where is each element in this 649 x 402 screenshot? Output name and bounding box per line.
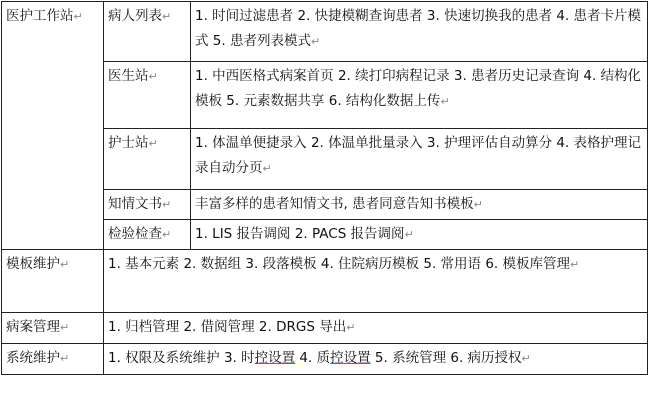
module-label: 病案管理 bbox=[6, 319, 60, 335]
module-label: 医护工作站 bbox=[6, 8, 74, 24]
description-cell bbox=[104, 344, 648, 375]
description-text: 1. 归档管理 2. 借阅管理 2. DRGS 导出 bbox=[108, 319, 347, 335]
table-row bbox=[2, 250, 648, 313]
submodule-cell bbox=[104, 129, 191, 190]
description-cell bbox=[191, 2, 648, 62]
paragraph-mark: ↵ bbox=[570, 258, 580, 271]
table-row bbox=[2, 344, 648, 375]
submodule-cell bbox=[104, 190, 191, 220]
table-row bbox=[2, 2, 648, 62]
description-cell bbox=[104, 313, 648, 344]
submodule-label: 护士站 bbox=[108, 135, 149, 151]
submodule-label: 知情文书 bbox=[108, 196, 162, 212]
paragraph-mark: ↵ bbox=[73, 10, 83, 23]
paragraph-mark: ↵ bbox=[440, 95, 450, 108]
submodule-cell bbox=[104, 2, 191, 62]
submodule-label: 医生站 bbox=[108, 68, 149, 84]
description-cell bbox=[104, 250, 648, 313]
description-text: 丰富多样的患者知情文书, 患者同意告知书模板 bbox=[195, 196, 474, 212]
submodule-cell bbox=[104, 220, 191, 250]
submodule-label: 检验检查 bbox=[108, 226, 162, 242]
description-text: 1. 时间过滤患者 2. 快捷模糊查询患者 3. 快速切换我的患者 4. 患者卡片模式 5. 患者列表模式 bbox=[195, 8, 642, 49]
paragraph-mark: ↵ bbox=[162, 198, 172, 211]
paragraph-mark: ↵ bbox=[521, 352, 531, 365]
paragraph-mark: ↵ bbox=[60, 321, 70, 334]
paragraph-mark: ↵ bbox=[162, 228, 172, 241]
description-text: 1. 中西医格式病案首页 2. 续打印病程记录 3. 患者历史记录查询 4. 结构化模板 5. 元素数据共享 6. 结构化数据上传 bbox=[195, 68, 642, 109]
module-cell bbox=[2, 250, 104, 313]
submodule-label: 病人列表 bbox=[108, 8, 162, 24]
module-cell bbox=[2, 344, 104, 375]
feature-table bbox=[1, 1, 648, 375]
paragraph-mark: ↵ bbox=[262, 162, 272, 175]
description-cell bbox=[191, 190, 648, 220]
paragraph-mark: ↵ bbox=[148, 137, 158, 150]
paragraph-mark: ↵ bbox=[404, 228, 414, 241]
description-text: 4. 质 bbox=[295, 350, 331, 366]
description-text: 5. 系统管理 6. 病历授权 bbox=[370, 350, 522, 366]
description-text: 1. 权限及系统维护 3. 时 bbox=[108, 350, 255, 366]
paragraph-mark: ↵ bbox=[310, 35, 321, 48]
paragraph-mark: ↵ bbox=[162, 10, 172, 23]
description-text: 1. 体温单便捷录入 2. 体温单批量录入 3. 护理评估自动算分 4. 表格护理记录自动分页 bbox=[195, 135, 642, 176]
module-cell bbox=[2, 2, 104, 250]
paragraph-mark: ↵ bbox=[60, 258, 70, 271]
description-text-underlined: 控设置 bbox=[254, 350, 296, 366]
submodule-cell bbox=[104, 62, 191, 129]
paragraph-mark: ↵ bbox=[148, 70, 158, 83]
paragraph-mark: ↵ bbox=[60, 352, 70, 365]
paragraph-mark: ↵ bbox=[346, 321, 356, 334]
module-cell bbox=[2, 313, 104, 344]
table-row bbox=[2, 313, 648, 344]
description-text: 1. LIS 报告调阅 2. PACS 报告调阅 bbox=[195, 226, 405, 242]
paragraph-mark: ↵ bbox=[473, 198, 483, 211]
description-cell bbox=[191, 129, 648, 190]
description-cell bbox=[191, 220, 648, 250]
module-label: 系统维护 bbox=[6, 350, 60, 366]
description-text: 1. 基本元素 2. 数据组 3. 段落模板 4. 住院病历模板 5. 常用语 6. 模板库管理 bbox=[108, 256, 570, 272]
module-label: 模板维护 bbox=[6, 256, 60, 272]
description-cell bbox=[191, 62, 648, 129]
description-text-underlined: 控设置 bbox=[330, 350, 371, 366]
